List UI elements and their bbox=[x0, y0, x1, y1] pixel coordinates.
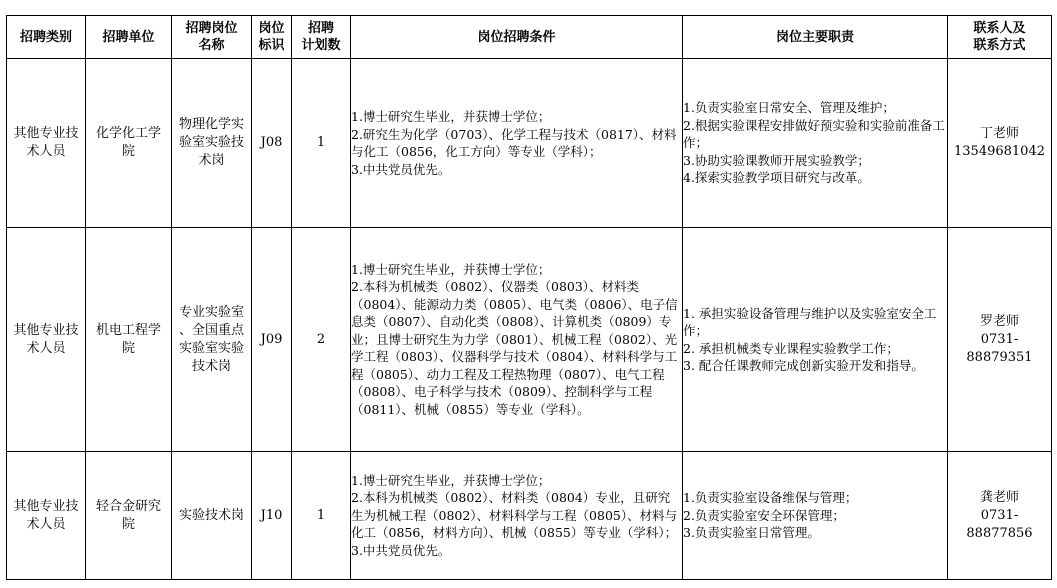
cell-contact bbox=[948, 452, 1052, 580]
contact-phone: 13549681042 bbox=[954, 144, 1045, 159]
header-conditions: 岗位招聘条件 bbox=[351, 16, 683, 59]
header-plan: 招聘 计划数 bbox=[292, 16, 351, 59]
header-contact: 联系人及 联系方式 bbox=[948, 16, 1052, 59]
contact-name: 丁老师 bbox=[979, 126, 1019, 141]
cell-plan: 2 bbox=[292, 228, 351, 452]
header-duties: 岗位主要职责 bbox=[683, 16, 948, 59]
cell-plan: 1 bbox=[292, 452, 351, 580]
cell-position-id: J08 bbox=[252, 59, 292, 228]
cell-position-name: 实验技术岗 bbox=[172, 452, 252, 580]
header-position-id: 岗位 标识 bbox=[252, 16, 292, 59]
contact-name: 罗老师 bbox=[979, 313, 1019, 329]
header-unit: 招聘单位 bbox=[86, 16, 172, 59]
header-row bbox=[7, 16, 1052, 59]
header-category: 招聘类别 bbox=[7, 16, 86, 59]
recruitment-table bbox=[6, 15, 1052, 580]
contact-phone: 0731-88877856 bbox=[966, 507, 1033, 541]
cell-duties: 1.负责实验室日常安全、管理及维护； 2.根据实验课程安排做好预实验和实验前准备工作； 3.协助实验课教师开展实验教学； 4.探索实验教学项目研究与改革。 bbox=[683, 59, 948, 228]
cell-duties: 1.负责实验室设备维保与管理； 2.负责实验室安全环保管理； 3.负责实验室日常管理。 bbox=[683, 452, 948, 580]
cell-position-id: J10 bbox=[252, 452, 292, 580]
cell-category: 其他专业技 术人员 bbox=[7, 59, 86, 228]
cell-position-name: 物理化学实 验室实验技 术岗 bbox=[172, 59, 252, 228]
contact-name: 龚老师 bbox=[979, 489, 1019, 505]
table-row bbox=[7, 59, 1052, 228]
cell-unit: 轻合金研究 院 bbox=[86, 452, 172, 580]
cell-unit: 机电工程学 院 bbox=[86, 228, 172, 452]
cell-position-name: 专业实验室 、全国重点 实验室实验 技术岗 bbox=[172, 228, 252, 452]
cell-position-id: J09 bbox=[252, 228, 292, 452]
cell-conditions: 1.博士研究生毕业，并获博士学位； 2.本科为机械类（0802）、材料类（0804）专业，且研究生为机械工程（0802）、材料科学与工程（0805）、材料与化工（0856，材料方向）、机械（0855）等专业（学科）； 3.中共党员优先。 bbox=[351, 452, 683, 580]
cell-conditions: 1.博士研究生毕业，并获博士学位； 2.本科为机械类（0802）、仪器类（0803）、材料类（0804）、能源动力类（0805）、电气类（0806）、电子信息类（0807）、自动化类（0808）、计算机类（0809）专业；且博士研究生为力学（0801）、机械工程（0802）、光学工程（0803）、仪器科学与技术（0804）、材料科学与工程（0805）、动力工程及工程热物理（0807）、电气工程（0808）、电子科学与技术（0809）、控制科学与工程（0811）、机械（0855）等专业（学科）。 bbox=[351, 228, 683, 452]
contact-phone: 0731-88879351 bbox=[966, 331, 1033, 365]
table-row bbox=[7, 452, 1052, 580]
cell-contact bbox=[948, 228, 1052, 452]
cell-unit: 化学化工学 院 bbox=[86, 59, 172, 228]
table-row bbox=[7, 228, 1052, 452]
cell-conditions: 1.博士研究生毕业，并获博士学位； 2.研究生为化学（0703）、化学工程与技术（0817）、材料与化工（0856，化工方向）等专业（学科）； 3.中共党员优先。 bbox=[351, 59, 683, 228]
cell-category: 其他专业技 术人员 bbox=[7, 452, 86, 580]
cell-contact bbox=[948, 59, 1052, 228]
header-position-name: 招聘岗位 名称 bbox=[172, 16, 252, 59]
cell-duties: 1. 承担实验设备管理与维护以及实验室安全工作； 2. 承担机械类专业课程实验教学工作； 3. 配合任课教师完成创新实验开发和指导。 bbox=[683, 228, 948, 452]
cell-category: 其他专业技 术人员 bbox=[7, 228, 86, 452]
cell-plan: 1 bbox=[292, 59, 351, 228]
